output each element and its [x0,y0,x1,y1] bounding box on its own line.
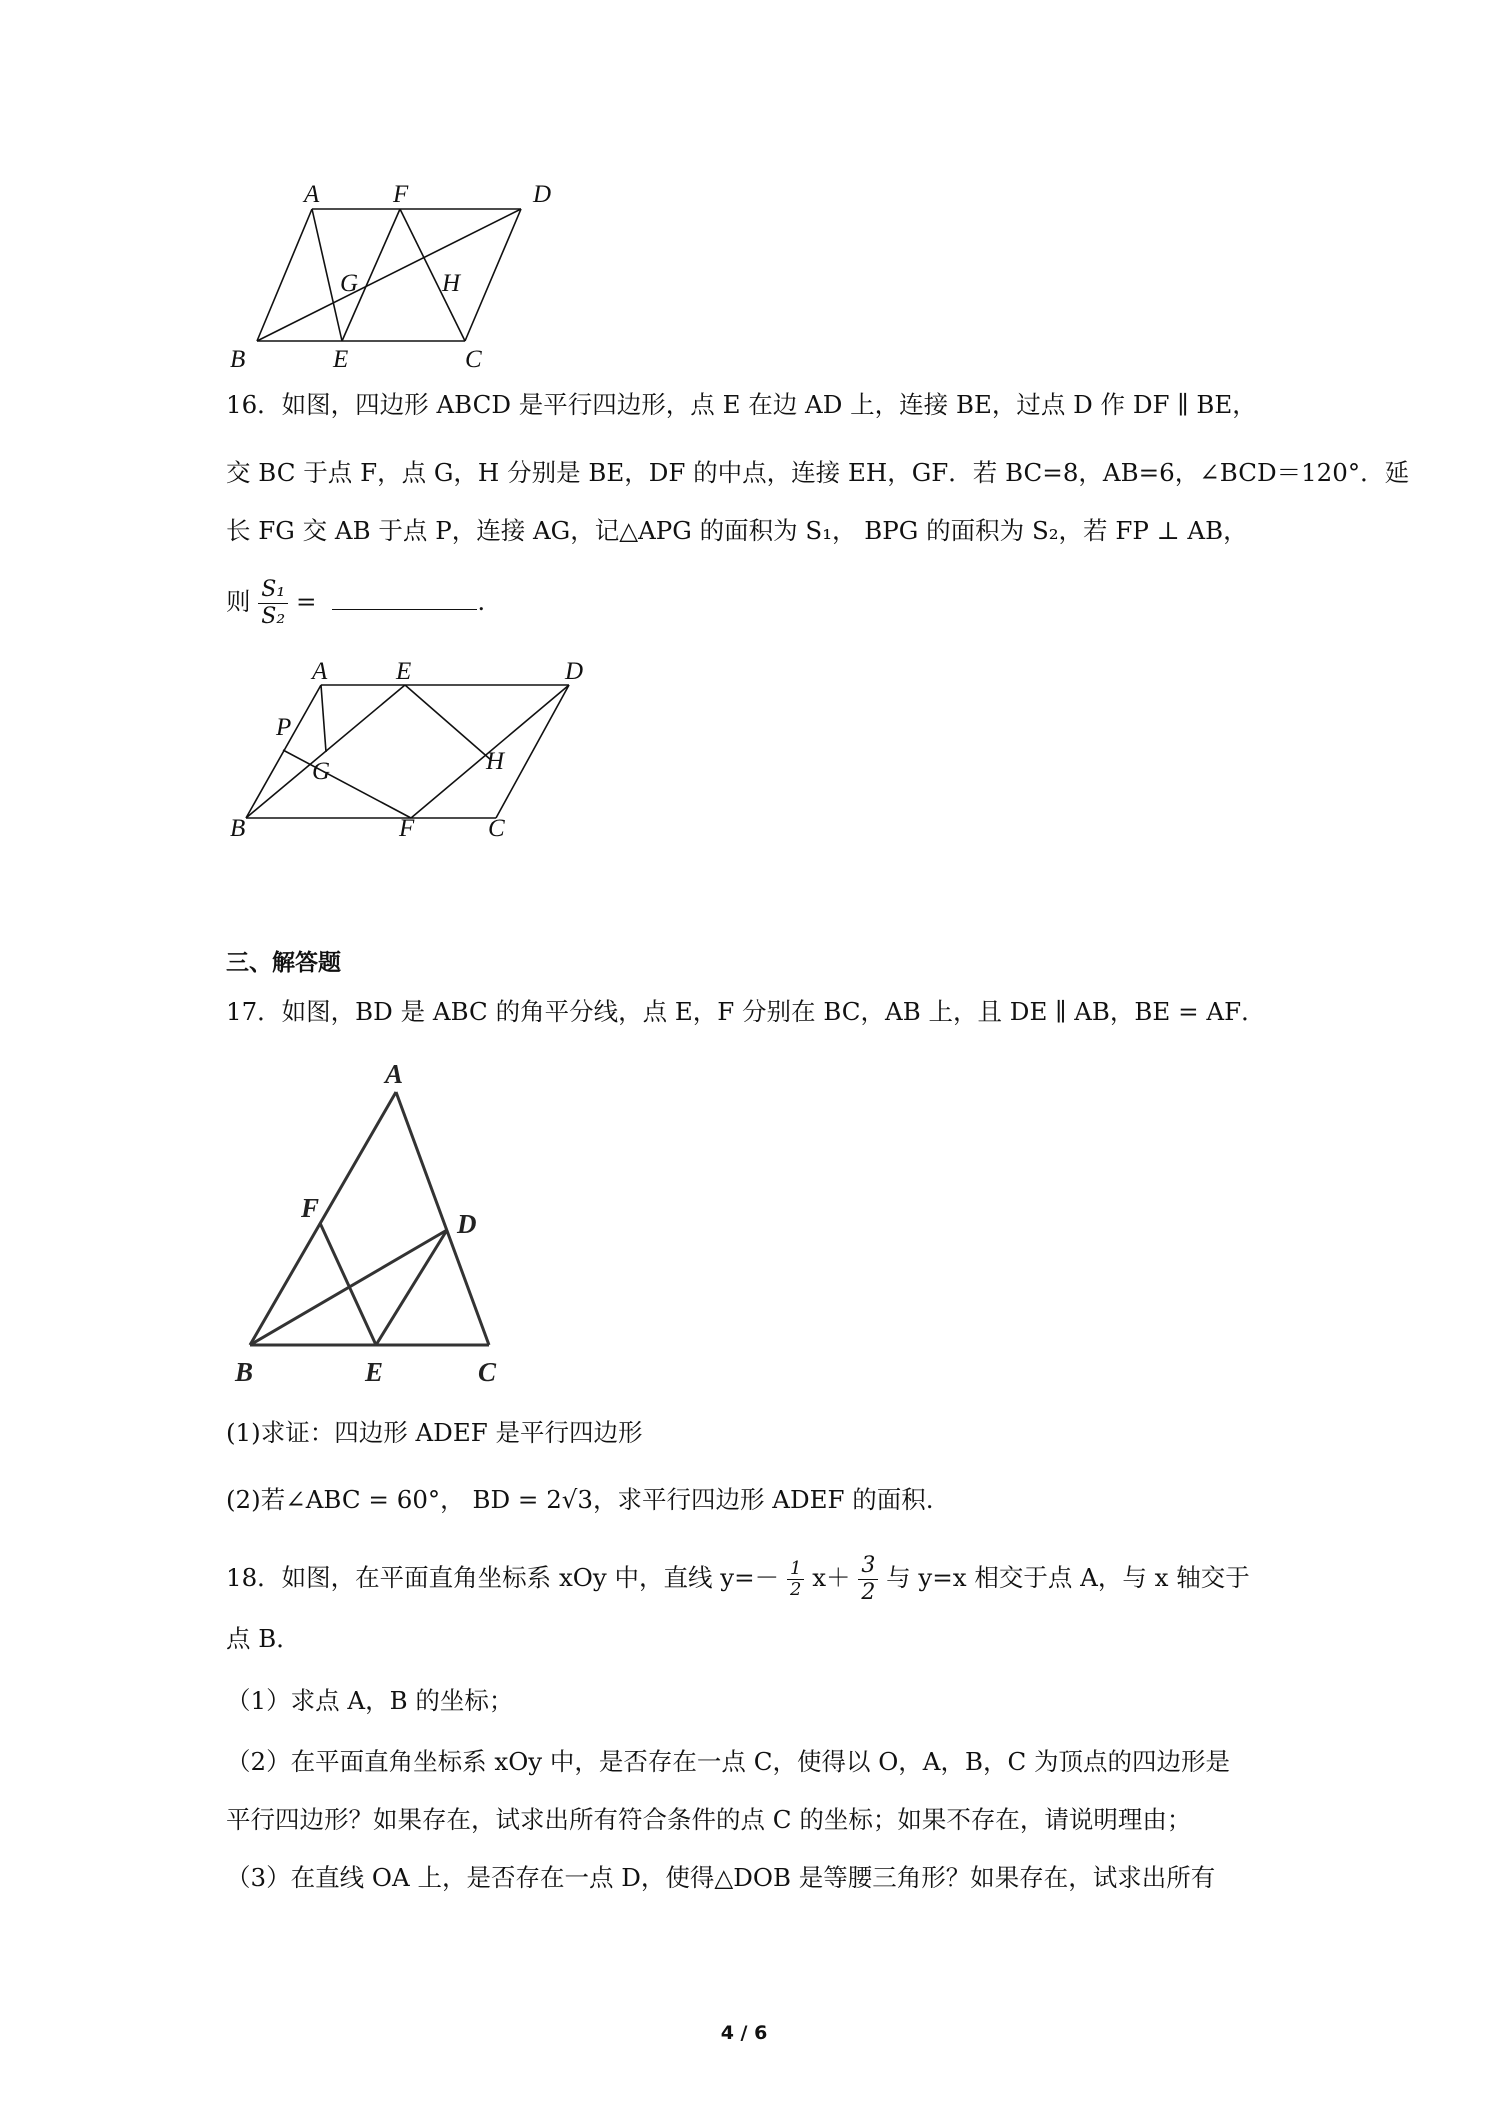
label-F: F [399,815,415,842]
label-P: P [276,714,292,741]
label-G: G [312,758,331,785]
label-A: A [304,181,320,208]
label-A: A [312,658,328,685]
fraction-one-half: $\frac{1}{2}$ [787,1559,804,1600]
label-C: C [478,1357,497,1387]
label-A: A [385,1059,404,1089]
label-F: F [393,181,409,208]
label-C: C [465,346,482,373]
q17-stem: 17．如图，BD 是 ABC 的角平分线，点 E，F 分别在 BC，AB 上，且 DE ∥ AB，BE = AF． [226,997,1266,1026]
q18-part2-line2: 平行四边形？如果存在，试求出所有符合条件的点 C 的坐标；如果不存在，请说明理由； [226,1805,1192,1834]
label-E: E [396,658,412,685]
q18-part2-line1: （2）在平面直角坐标系 xOy 中，是否存在一点 C，使得以 O，A，B，C 为顶点的四边形是 [226,1747,1231,1776]
q16-line1: 16．如图，四边形 ABCD 是平行四边形，点 E 在边 AD 上，连接 BE，过点 D 作 DF ∥ BE， [226,390,1257,419]
label-B: B [230,346,246,373]
label-H: H [442,270,461,297]
label-B: B [235,1357,254,1387]
label-E: E [365,1357,384,1387]
q17-part1: (1)求证：四边形 ADEF 是平行四边形 [226,1418,643,1447]
q18-part1: （1）求点 A，B 的坐标； [226,1686,514,1715]
label-G: G [340,270,359,297]
label-H: H [486,748,505,775]
fraction-s1-s2: $\frac{\text{S₁}}{\text{S₂}}$ [258,577,288,630]
label-D: D [457,1209,477,1239]
q16-line3: 长 FG 交 AB 于点 P，连接 AG，记△APG 的面积为 S₁， BPG 的面积为 S₂，若 FP ⊥ AB， [226,516,1248,545]
section-title: 三、解答题 [226,950,341,976]
answer-blank [332,585,477,610]
page-number: 4 / 6 [720,2022,768,2044]
q16-line4: 则 $\frac{\text{S₁}}{\text{S₂}}$ = . [226,577,486,629]
q18-stem-line2: 点 B． [226,1624,301,1653]
label-D: D [533,181,552,208]
figure-parallelogram-q15 [220,175,580,375]
label-E: E [333,346,349,373]
fraction-three-halves: $\frac{3}{2}$ [858,1553,878,1606]
figure-parallelogram-q16 [220,655,600,855]
q17-part2: (2)若∠ABC = 60°， BD = 2√3，求平行四边形 ADEF 的面积. [226,1485,934,1514]
q18-stem: 18．如图，在平面直角坐标系 xOy 中，直线 y=－ $\frac{1}{2}$ x＋ $\frac{3}{2}$ 与 y=x 相交于点 A，与 x 轴交于 [226,1553,1250,1605]
label-B: B [230,815,246,842]
figure-triangle-q17 [225,1055,525,1395]
label-C: C [488,815,505,842]
q16-line2: 交 BC 于点 F，点 G，H 分别是 BE，DF 的中点，连接 EH，GF．若 BC=8，AB=6，∠BCD＝120°．延 [226,458,1410,487]
label-D: D [565,658,584,685]
q18-part3: （3）在直线 OA 上，是否存在一点 D，使得△DOB 是等腰三角形？如果存在，试求出所有 [226,1863,1216,1892]
label-F: F [301,1193,320,1223]
